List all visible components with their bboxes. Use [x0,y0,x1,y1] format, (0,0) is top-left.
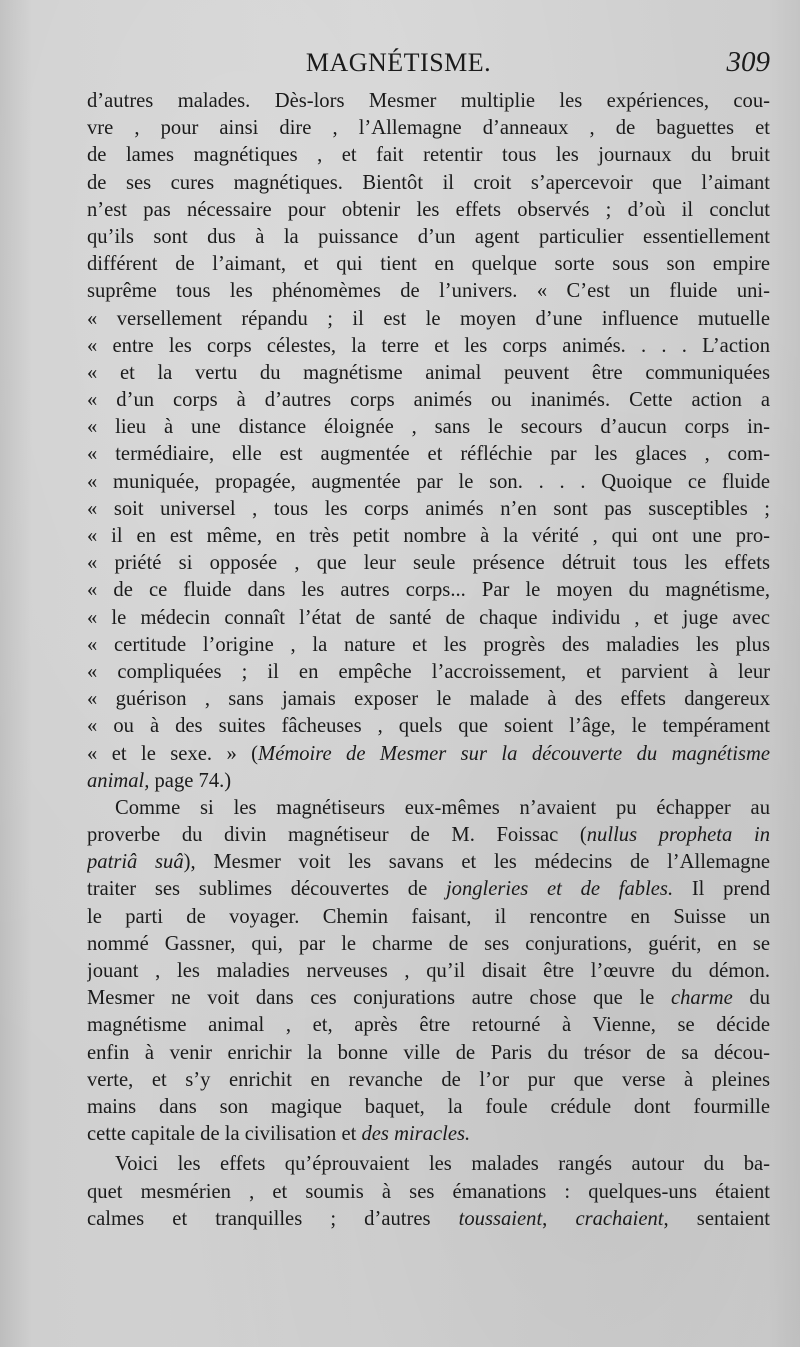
text-line: « versellement répandu ; il est le moyen d’une influence mutuelle [87,307,770,330]
text-line [87,768,770,795]
text-line: différent de l’aimant, et qui tient en quelque sorte sous son empire [87,253,770,276]
text-line: magnétisme animal , et, après être retourné à Vienne, se décide [87,1014,770,1037]
text-line: mains dans son magique baquet, la foule crédule dont fourmille [87,1095,770,1118]
text-line: « guérison , sans jamais exposer le malade à des effets dangereux [87,688,770,711]
text-line: « il en est même, en très petit nombre à la vérité , qui ont une pro- [87,525,770,547]
text-line: « le médecin connaît l’état de santé de chaque individu , et juge avec [87,606,770,629]
body-text [87,88,770,1233]
text-line: n’est pas nécessaire pour obtenir les effets observés ; d’où il conclut [87,198,770,221]
text-line: « ou à des suites fâcheuses , quels que soient l’âge, le tempérament [87,715,770,738]
text-line [87,985,770,1012]
text-run: ), Mesmer voit les savans et les médecins de l’Allemagne [183,851,770,874]
text-line [87,849,770,876]
text-line: « d’un corps à d’autres corps animés ou inanimés. Cette action a [87,389,770,412]
paragraph-3 [87,1151,770,1233]
text-line [87,1206,770,1233]
text-line: « et la vertu du magnétisme animal peuvent être communiquées [87,361,770,384]
text-line: « certitude l’origine , la nature et les progrès des maladies les plus [87,633,770,656]
text-line: « termédiaire, elle est augmentée et réfléchie par les glaces , com- [87,443,770,466]
text-run: cette capitale de la civilisation et [87,1123,362,1146]
text-run: , sentaient [663,1207,770,1230]
text-line: d’autres malades. Dès-lors Mesmer multiplie les expériences, cou- [87,90,770,112]
text-line: vre , pour ainsi dire , l’Allemagne d’anneaux , de baguettes et [87,117,770,140]
emphasis: charme [670,987,733,1010]
text-line: de ses cures magnétiques. Bientôt il croit s’apercevoir que l’aimant [87,171,770,194]
text-line: enfin à venir enrichir la bonne ville de Paris du trésor de sa décou- [87,1041,770,1064]
text-line: « muniquée, propagée, augmentée par le son. . . . Quoique ce fluide [87,470,770,493]
latin-proverb-end: patriâ suâ [87,851,184,874]
text-line [87,822,770,849]
text-run: , [542,1207,576,1230]
page-header [87,48,770,84]
text-run: Mesmer ne voit dans ces conjurations autre chose que le [87,987,671,1010]
text-line [87,1121,770,1148]
running-title: MAGNÉTISME. [305,48,492,77]
emphasis: toussaient [458,1207,543,1230]
emphasis: jongleries et de fables. [445,878,674,901]
text-run: traiter ses sublimes découvertes de [87,878,446,901]
text-line [87,741,770,768]
text-line: verte, et s’y enrichit en revanche de l’or pur que verse à pleines [87,1068,770,1091]
text-run: du [732,987,770,1010]
text-line: de lames magnétiques , et fait retentir tous les journaux du bruit [87,144,770,167]
text-line: « entre les corps célestes, la terre et les corps animés. . . . L’action [87,334,770,357]
text-line: nommé Gassner, qui, par le charme de ses conjurations, guérit, en se [87,932,770,955]
text-line: jouant , les maladies nerveuses , qu’il disait être l’œuvre du démon. [87,960,770,982]
paragraph-1 [87,88,770,795]
text-line: « priété si opposée , que leur seule présence détruit tous les effets [87,552,770,575]
text-run: Il prend [673,878,770,901]
text-line: Comme si les magnétiseurs eux-mêmes n’avaient pu échapper au [115,796,770,819]
text-line: Voici les effets qu’éprouvaient les malades rangés autour du ba- [115,1153,770,1176]
text-line: « soit universel , tous les corps animés n’en sont pas susceptibles ; [87,497,770,520]
citation-title-end: animal, [87,769,150,792]
text-line: le parti de voyager. Chemin faisant, il rencontre en Suisse un [87,905,770,928]
text-line: qu’ils sont dus à la puissance d’un agent particulier essentiellement [87,225,770,248]
text-line [87,876,770,903]
latin-proverb: nullus propheta in [586,824,770,847]
text-run: calmes et tranquilles ; d’autres [87,1207,459,1230]
page-number: 309 [726,46,770,78]
paragraph-2 [87,795,770,1148]
emphasis: crachaient [575,1207,664,1230]
text-line: « lieu à une distance éloignée , sans le secours d’aucun corps in- [87,416,770,439]
citation-page: page 74.) [149,769,232,792]
quote-close: « et le sexe. » ( [87,742,259,765]
text-run: proverbe du divin magnétiseur de M. Foissac ( [87,824,587,847]
text-line: quet mesmérien , et soumis à ses émanations : quelques-uns étaient [87,1180,770,1203]
citation-title: Mémoire de Mesmer sur la découverte du magnétisme [258,742,770,765]
text-line: suprême tous les phénomèmes de l’univers. « C’est un fluide uni- [87,280,770,303]
text-line: « compliquées ; il en empêche l’accroissement, et parvient à leur [87,660,770,683]
text-line: « de ce fluide dans les autres corps... Par le moyen du magnétisme, [87,579,770,602]
emphasis: des miracles. [361,1123,471,1146]
